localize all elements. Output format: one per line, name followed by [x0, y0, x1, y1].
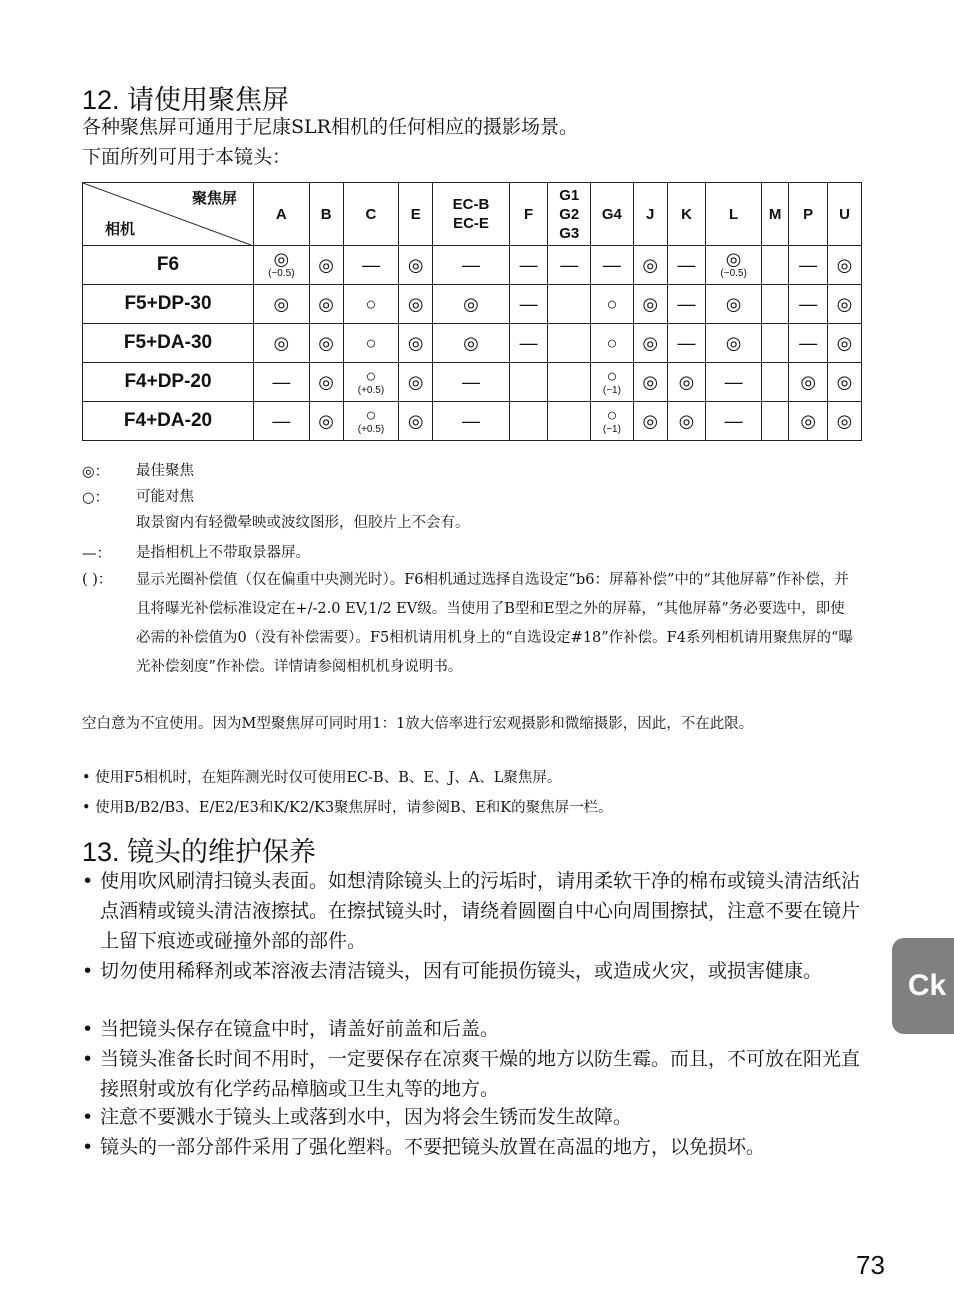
- compatibility-cell: [827, 402, 861, 441]
- table-row: [83, 402, 862, 441]
- compatibility-symbol: —: [519, 333, 538, 353]
- compatibility-symbol: ◎: [273, 333, 290, 353]
- compatibility-symbol: ◎: [463, 333, 479, 353]
- compatibility-symbol: —: [677, 333, 696, 353]
- compatibility-cell: [789, 324, 828, 363]
- compatibility-symbol: ◎: [642, 333, 659, 353]
- compatibility-cell: [706, 246, 762, 285]
- compatibility-symbol: ◎: [318, 372, 334, 392]
- compatibility-cell: [254, 363, 310, 402]
- compatibility-symbol: ◎: [800, 411, 817, 431]
- camera-cell: F5+DP-30: [83, 285, 254, 324]
- compatibility-cell: [827, 285, 861, 324]
- compatibility-symbol: ◎: [836, 372, 853, 392]
- compatibility-cell: [667, 324, 706, 363]
- compatibility-cell: [309, 324, 343, 363]
- care-bullet: • 使用吹风刷清扫镜头表面。如想清除镜头上的污垢时，请用柔软干净的棉布或镜头清洁纸沾点酒精或镜头清洁液擦拭。在擦拭镜头时，请绕着圆圈自中心向周围擦拭，注意不要在镜片上留下痕迹或碰撞外部的部件。: [82, 870, 861, 952]
- compensation-note: (+0.5): [357, 385, 385, 396]
- note-blank: 空白意为不宜使用。因为M型聚焦屏可同时用1：1放大倍率进行宏观摄影和微缩摄影，因此，不在此限。: [82, 716, 754, 732]
- compatibility-symbol: ◎: [318, 411, 334, 431]
- note-bullet-1-text: 使用F5相机时，在矩阵测光时仅可使用EC-B、B、E、J、A、L聚焦屏。: [95, 770, 562, 786]
- compatibility-symbol: —: [272, 411, 291, 431]
- legend-text-dash: 是指相机上不带取景器屏。: [136, 545, 310, 561]
- compatibility-symbol: ◎: [836, 255, 853, 275]
- legend-text-ok: 可能对焦: [136, 489, 194, 505]
- compatibility-symbol: ○: [365, 366, 377, 386]
- compatibility-cell: [509, 285, 548, 324]
- compatibility-cell: [548, 246, 591, 285]
- compatibility-cell: [548, 402, 591, 441]
- page-number: 73: [856, 1250, 885, 1280]
- compatibility-cell: [509, 402, 548, 441]
- compatibility-symbol: ○: [606, 333, 618, 353]
- section-12-intro-line2: 下面所列可用于本镜头：: [82, 146, 292, 168]
- compatibility-symbol: —: [462, 255, 480, 275]
- compatibility-symbol: ◎: [642, 294, 659, 314]
- corner-label-camera: 相机: [105, 221, 136, 238]
- compatibility-symbol: —: [462, 372, 480, 392]
- compensation-note: (−1): [602, 424, 621, 435]
- compatibility-cell: [633, 324, 667, 363]
- table-row: [83, 363, 862, 402]
- compatibility-cell: [309, 363, 343, 402]
- compensation-note: (−0.5): [720, 268, 747, 279]
- table-corner-cell: [83, 183, 254, 246]
- table-row: [83, 246, 862, 285]
- column-header: E: [399, 183, 433, 246]
- compatibility-cell: [399, 285, 433, 324]
- compatibility-symbol: ◎: [800, 372, 817, 392]
- compatibility-symbol: ○: [606, 405, 618, 425]
- camera-cell: F4+DA-20: [83, 402, 254, 441]
- table-body: [83, 246, 862, 441]
- compatibility-cell: [633, 285, 667, 324]
- compatibility-cell: [254, 402, 310, 441]
- section-13-title: 13. 镜头的维护保养: [82, 837, 317, 867]
- care-bullet-text: 当把镜头保存在镜盒中时，请盖好前盖和后盖。: [100, 1018, 500, 1040]
- compatibility-symbol: ◎: [725, 249, 742, 269]
- compatibility-symbol: ◎: [642, 372, 659, 392]
- compatibility-symbol: —: [677, 255, 696, 275]
- compatibility-symbol: ◎: [273, 294, 290, 314]
- compatibility-symbol: ◎: [318, 255, 334, 275]
- compatibility-cell: [254, 285, 310, 324]
- compatibility-cell: [343, 246, 399, 285]
- compatibility-symbol: ◎: [318, 333, 334, 353]
- legend-key-best: ◎：: [82, 464, 110, 480]
- compatibility-cell: [433, 246, 510, 285]
- compatibility-cell: [706, 402, 762, 441]
- compatibility-cell: [343, 324, 399, 363]
- compatibility-cell: [343, 363, 399, 402]
- compatibility-symbol: ◎: [407, 333, 424, 353]
- care-bullet: • 注意不要溅水于镜头上或落到水中，因为将会生锈而发生故障。: [82, 1106, 633, 1128]
- compatibility-cell: [761, 402, 788, 441]
- compatibility-symbol: —: [560, 255, 579, 275]
- compatibility-cell: [827, 246, 861, 285]
- compatibility-cell: [761, 363, 788, 402]
- legend-key-ok: ○：: [82, 490, 110, 506]
- compatibility-symbol: —: [519, 255, 538, 275]
- care-bullet: • 镜头的一部分部件采用了强化塑料。不要把镜头放置在高温的地方，以免损坏。: [82, 1136, 766, 1158]
- compatibility-symbol: ○: [606, 294, 618, 314]
- compatibility-cell: [667, 363, 706, 402]
- column-header: G4: [591, 183, 634, 246]
- compatibility-cell: [591, 402, 634, 441]
- camera-cell: F6: [83, 246, 254, 285]
- compatibility-symbol: ◎: [463, 294, 479, 314]
- note-bullet-2: • 使用B/B2/B3、E/E2/E3和K/K2/K3聚焦屏时，请参阅B、E和K的聚焦屏一栏。: [82, 800, 613, 816]
- care-bullet-text: 切勿使用稀释剂或苯溶液去清洁镜头，因有可能损伤镜头，或造成火灾，或损害健康。: [100, 960, 823, 982]
- care-bullet: • 当镜头准备长时间不用时，一定要保存在凉爽干燥的地方以防生霉。而且，不可放在阳光直接照射或放有化学药品樟脑或卫生丸等的地方。: [82, 1048, 861, 1100]
- column-header: G1 G2 G3: [548, 183, 591, 246]
- column-header: K: [667, 183, 706, 246]
- column-header: C: [343, 183, 399, 246]
- column-header: J: [633, 183, 667, 246]
- compatibility-symbol: —: [602, 255, 621, 275]
- legend-text-ok-detail: 取景窗内有轻微晕映或波纹图形，但胶片上不会有。: [136, 515, 470, 531]
- table-row: [83, 324, 862, 363]
- compatibility-symbol: ○: [365, 405, 377, 425]
- compatibility-cell: [761, 246, 788, 285]
- compatibility-cell: [548, 324, 591, 363]
- section-12-intro-line1: 各种聚焦屏可通用于尼康SLR相机的任何相应的摄影场景。: [82, 116, 578, 138]
- column-header: P: [789, 183, 828, 246]
- compatibility-cell: [827, 363, 861, 402]
- compatibility-cell: [548, 285, 591, 324]
- compatibility-symbol: —: [361, 255, 380, 275]
- column-header: M: [761, 183, 788, 246]
- compatibility-symbol: ◎: [642, 255, 659, 275]
- table-row: [83, 285, 862, 324]
- compatibility-symbol: —: [724, 411, 743, 431]
- compatibility-cell: [254, 246, 310, 285]
- compensation-note: (−0.5): [268, 268, 295, 279]
- note-bullet-1: • 使用F5相机时，在矩阵测光时仅可使用EC-B、B、E、J、A、L聚焦屏。: [82, 770, 562, 786]
- focusing-screen-table: [82, 182, 862, 441]
- compatibility-symbol: ◎: [407, 372, 424, 392]
- compatibility-symbol: ◎: [725, 333, 742, 353]
- compatibility-cell: [399, 324, 433, 363]
- compatibility-cell: [509, 324, 548, 363]
- compatibility-cell: [591, 246, 634, 285]
- legend-key-paren: ( )：: [82, 572, 113, 588]
- compatibility-cell: [591, 363, 634, 402]
- compatibility-symbol: —: [519, 294, 538, 314]
- compatibility-cell: [254, 324, 310, 363]
- compatibility-cell: [667, 285, 706, 324]
- compatibility-symbol: —: [724, 372, 743, 392]
- language-tab: Ck: [892, 938, 954, 1034]
- compatibility-cell: [761, 324, 788, 363]
- compatibility-cell: [309, 402, 343, 441]
- compatibility-symbol: ○: [365, 294, 377, 314]
- compatibility-symbol: ◎: [836, 294, 853, 314]
- legend-key-dash: —：: [82, 546, 111, 562]
- section-12-title: 12. 请使用聚焦屏: [82, 85, 290, 115]
- compatibility-symbol: ◎: [678, 411, 695, 431]
- camera-cell: F4+DP-20: [83, 363, 254, 402]
- table-header-row: [83, 183, 862, 246]
- compatibility-cell: [789, 246, 828, 285]
- compensation-note: (+0.5): [357, 424, 385, 435]
- compatibility-symbol: ◎: [273, 249, 290, 269]
- care-bullet-text: 注意不要溅水于镜头上或落到水中，因为将会生锈而发生故障。: [100, 1106, 633, 1128]
- column-header: A: [254, 183, 310, 246]
- compatibility-cell: [509, 246, 548, 285]
- compatibility-cell: [433, 363, 510, 402]
- compatibility-cell: [399, 363, 433, 402]
- compatibility-symbol: —: [677, 294, 696, 314]
- compatibility-cell: [789, 285, 828, 324]
- compatibility-symbol: ◎: [678, 372, 695, 392]
- compatibility-cell: [548, 363, 591, 402]
- legend-text-paren: 显示光圈补偿值（仅在偏重中央测光时）。F6相机通过选择自选设定“b6：屏幕补偿”中的“其他屏幕”作补偿，并且将曝光补偿标准设定在+/-2.0 EV,1/2 EV级。当使用了B型和E型之外的屏幕，“其他屏幕”务必要选中，即使必需的补偿值为0（没有补偿需要）。F5相机请用机身上的“自选设定#18”作补偿。F4系列相机请用聚焦屏的“曝光补偿刻度”作补偿。详情请参阅相机机身说明书。: [136, 572, 853, 675]
- compatibility-symbol: ◎: [407, 255, 424, 275]
- compatibility-cell: [309, 246, 343, 285]
- compatibility-cell: [633, 402, 667, 441]
- compensation-note: (−1): [602, 385, 621, 396]
- compatibility-cell: [667, 402, 706, 441]
- compatibility-cell: [667, 246, 706, 285]
- care-bullet: • 当把镜头保存在镜盒中时，请盖好前盖和后盖。: [82, 1018, 500, 1040]
- compatibility-cell: [433, 402, 510, 441]
- compatibility-cell: [761, 285, 788, 324]
- compatibility-symbol: ◎: [642, 411, 659, 431]
- compatibility-symbol: ◎: [836, 411, 853, 431]
- compatibility-symbol: ○: [606, 366, 618, 386]
- compatibility-symbol: ◎: [407, 411, 424, 431]
- compatibility-cell: [633, 246, 667, 285]
- compatibility-cell: [343, 402, 399, 441]
- compatibility-symbol: —: [799, 294, 818, 314]
- compatibility-cell: [343, 285, 399, 324]
- compatibility-cell: [399, 402, 433, 441]
- care-bullet-text: 使用吹风刷清扫镜头表面。如想清除镜头上的污垢时，请用柔软干净的棉布或镜头清洁纸沾点酒精或镜头清洁液擦拭。在擦拭镜头时，请绕着圆圈自中心向周围擦拭，注意不要在镜片上留下痕迹或碰撞外部的部件。: [100, 870, 861, 952]
- compatibility-cell: [706, 324, 762, 363]
- compatibility-cell: [591, 285, 634, 324]
- compatibility-cell: [399, 246, 433, 285]
- compatibility-symbol: ◎: [318, 294, 334, 314]
- compatibility-cell: [433, 285, 510, 324]
- care-bullet: • 切勿使用稀释剂或苯溶液去清洁镜头，因有可能损伤镜头，或造成火灾，或损害健康。: [82, 960, 823, 982]
- compatibility-symbol: ◎: [725, 294, 742, 314]
- care-bullet-text: 当镜头准备长时间不用时，一定要保存在凉爽干燥的地方以防生霉。而且，不可放在阳光直接照射或放有化学药品樟脑或卫生丸等的地方。: [100, 1048, 861, 1100]
- compatibility-symbol: —: [799, 255, 818, 275]
- column-header: U: [827, 183, 861, 246]
- column-header: L: [706, 183, 762, 246]
- compatibility-cell: [706, 285, 762, 324]
- corner-label-screen: 聚焦屏: [191, 190, 237, 207]
- compatibility-cell: [591, 324, 634, 363]
- compatibility-cell: [509, 363, 548, 402]
- compatibility-cell: [789, 402, 828, 441]
- column-header: B: [309, 183, 343, 246]
- compatibility-cell: [789, 363, 828, 402]
- compatibility-cell: [706, 363, 762, 402]
- column-header: EC-B EC-E: [433, 183, 510, 246]
- compatibility-symbol: ○: [365, 333, 377, 353]
- camera-cell: F5+DA-30: [83, 324, 254, 363]
- compatibility-symbol: ◎: [836, 333, 853, 353]
- compatibility-cell: [633, 363, 667, 402]
- column-header: F: [509, 183, 548, 246]
- compatibility-symbol: —: [272, 372, 291, 392]
- note-bullet-2-text: 使用B/B2/B3、E/E2/E3和K/K2/K3聚焦屏时，请参阅B、E和K的聚焦屏一栏。: [95, 800, 613, 816]
- care-bullet-text: 镜头的一部分部件采用了强化塑料。不要把镜头放置在高温的地方，以免损坏。: [100, 1136, 766, 1158]
- compatibility-cell: [309, 285, 343, 324]
- legend-text-best: 最佳聚焦: [136, 463, 194, 479]
- compatibility-symbol: —: [462, 411, 480, 431]
- compatibility-cell: [827, 324, 861, 363]
- compatibility-symbol: —: [799, 333, 818, 353]
- compatibility-cell: [433, 324, 510, 363]
- compatibility-symbol: ◎: [407, 294, 424, 314]
